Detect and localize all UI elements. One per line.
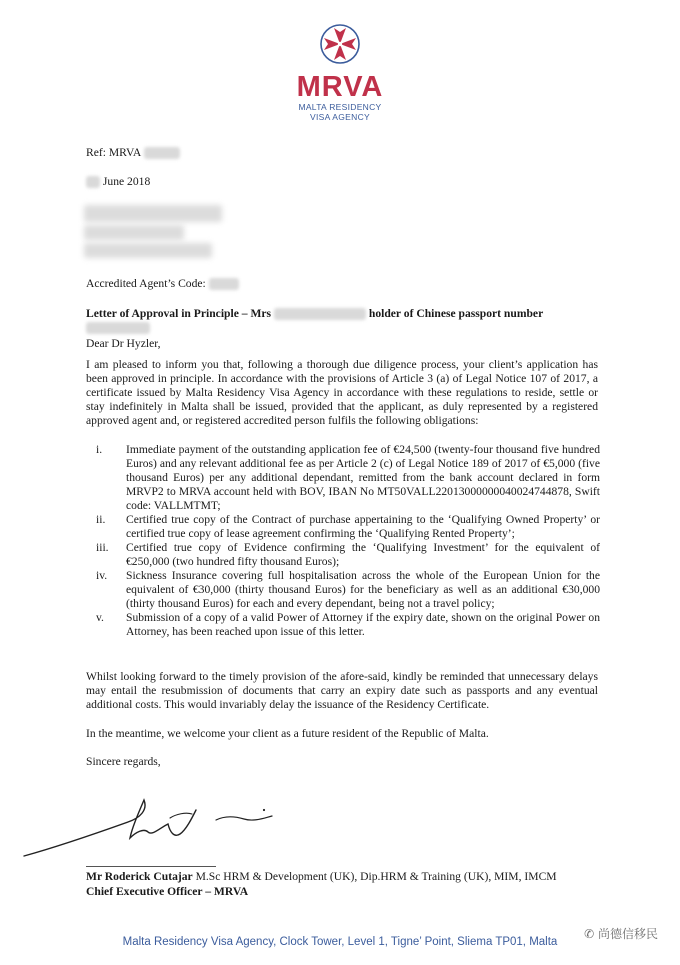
- obligation-text: Certified true copy of the Contract of purchase appertaining to the ‘Qualifying Owned Property’ or certified true copy of lease agreement confirming the ‘Qualifying Rented Property’;: [126, 513, 600, 540]
- handwritten-signature: [20, 788, 300, 862]
- obligation-text: Immediate payment of the outstanding application fee of €24,500 (twenty-four thousand five hundred Euros) and any relevant additional fee as per Article 2 (c) of Legal Notice 189 of 2017 of €5,000 (five thousand Euros) per any additional dependant, remitted from the bank account declared in form MRVP2 to MRVA account held with BOV, IBAN No MT50VALL22013000000040024744878, Swift code: VALLMTMT;: [126, 443, 600, 512]
- obligation-number: ii.: [96, 513, 106, 526]
- signatory-name: Mr Roderick Cutajar: [86, 870, 193, 883]
- ref-label: Ref:: [86, 146, 106, 159]
- redacted-day: [86, 176, 100, 188]
- obligation-item: [86, 541, 600, 569]
- obligation-item: [86, 513, 600, 541]
- watermark-text: 尚德信移民: [597, 927, 658, 941]
- date-line: [86, 175, 150, 189]
- obligation-text: Certified true copy of Evidence confirming the ‘Qualifying Investment’ for the equivalent of €250,000 (two hundred fifty thousand Euros);: [126, 541, 600, 568]
- agent-code-line: [86, 277, 239, 291]
- redacted-address-line-2: [84, 225, 184, 240]
- signatory-title: Chief Executive Officer – MRVA: [86, 885, 249, 898]
- redacted-passport-number: [86, 322, 150, 334]
- obligation-text: Sickness Insurance covering full hospitalisation across the whole of the European Union for the equivalent of €30,000 (thirty thousand Euros) for the beneficiary as well as an additional €30,000 (thirty thousand Euros) for each and every dependant, being not a travel policy;: [126, 569, 600, 610]
- logo-tagline-2: VISA AGENCY: [310, 112, 370, 122]
- obligation-item: [86, 569, 600, 611]
- obligation-text: Submission of a copy of a valid Power of Attorney if the expiry date, shown on the original Power on Attorney, has been reached upon issue of this letter.: [126, 611, 600, 638]
- wechat-icon: ✆: [584, 927, 595, 941]
- obligation-item: [86, 611, 600, 639]
- letterhead: [0, 18, 680, 122]
- redacted-applicant-name: [274, 308, 366, 320]
- footer-address: Malta Residency Visa Agency, Clock Tower, Level 1, Tigne’ Point, Sliema TP01, Malta: [122, 936, 558, 948]
- obligation-item: [86, 443, 600, 513]
- maltese-cross-logo-icon: [318, 18, 362, 70]
- reminder-paragraph: Whilst looking forward to the timely provision of the afore-said, kindly be reminded that unnecessary delays may entail the resubmission of documents that carry an expiry date such as passports and any eventual additional costs. This would invariably delay the issuance of the Residency Certificate.: [86, 670, 598, 711]
- agent-code-label: Accredited Agent’s Code:: [86, 277, 206, 290]
- obligations-list: [86, 443, 600, 639]
- salutation: Dear Dr Hyzler,: [86, 337, 161, 350]
- logo-wordmark: MRVA: [296, 71, 384, 103]
- obligation-number: iii.: [96, 541, 109, 554]
- ref-line: [86, 146, 180, 160]
- obligation-number: i.: [96, 443, 103, 456]
- signature-line: [86, 866, 216, 867]
- welcome-line: In the meantime, we welcome your client as a future resident of the Republic of Malta.: [86, 727, 489, 740]
- redacted-address-line-1: [84, 205, 222, 222]
- subject-middle: holder of Chinese passport number: [368, 307, 544, 320]
- subject-prefix: Letter of Approval in Principle – Mrs: [86, 307, 272, 320]
- ref-value: MRVA: [108, 146, 141, 159]
- logo-tagline-1: MALTA RESIDENCY: [298, 102, 382, 112]
- obligation-number: v.: [96, 611, 104, 624]
- redacted-address-line-3: [84, 243, 212, 258]
- obligation-number: iv.: [96, 569, 108, 582]
- intro-paragraph: I am pleased to inform you that, following a thorough due diligence process, your client’s application has been approved in principle. In accordance with the provisions of Article 3 (a) of Legal Notice 107 of 2017, a certificate issued by Malta Residency Visa Agency in accordance with these regulations to reside, settle or stay indefinitely in Malta shall be issued, provided that the applicant, as duly represented by a registered approved agent and, or registered accredited person fulfils the following obligations:: [86, 358, 598, 427]
- signatory-qualifications: M.Sc HRM & Development (UK), Dip.HRM & Training (UK), MIM, IMCM: [195, 870, 557, 883]
- letter-date: June 2018: [102, 175, 151, 188]
- redacted-agent-code: [209, 278, 239, 290]
- subject-line: [86, 307, 606, 335]
- signatory-name-line: [86, 870, 606, 884]
- redacted-ref-number: [144, 147, 180, 159]
- closing-line: Sincere regards,: [86, 755, 161, 768]
